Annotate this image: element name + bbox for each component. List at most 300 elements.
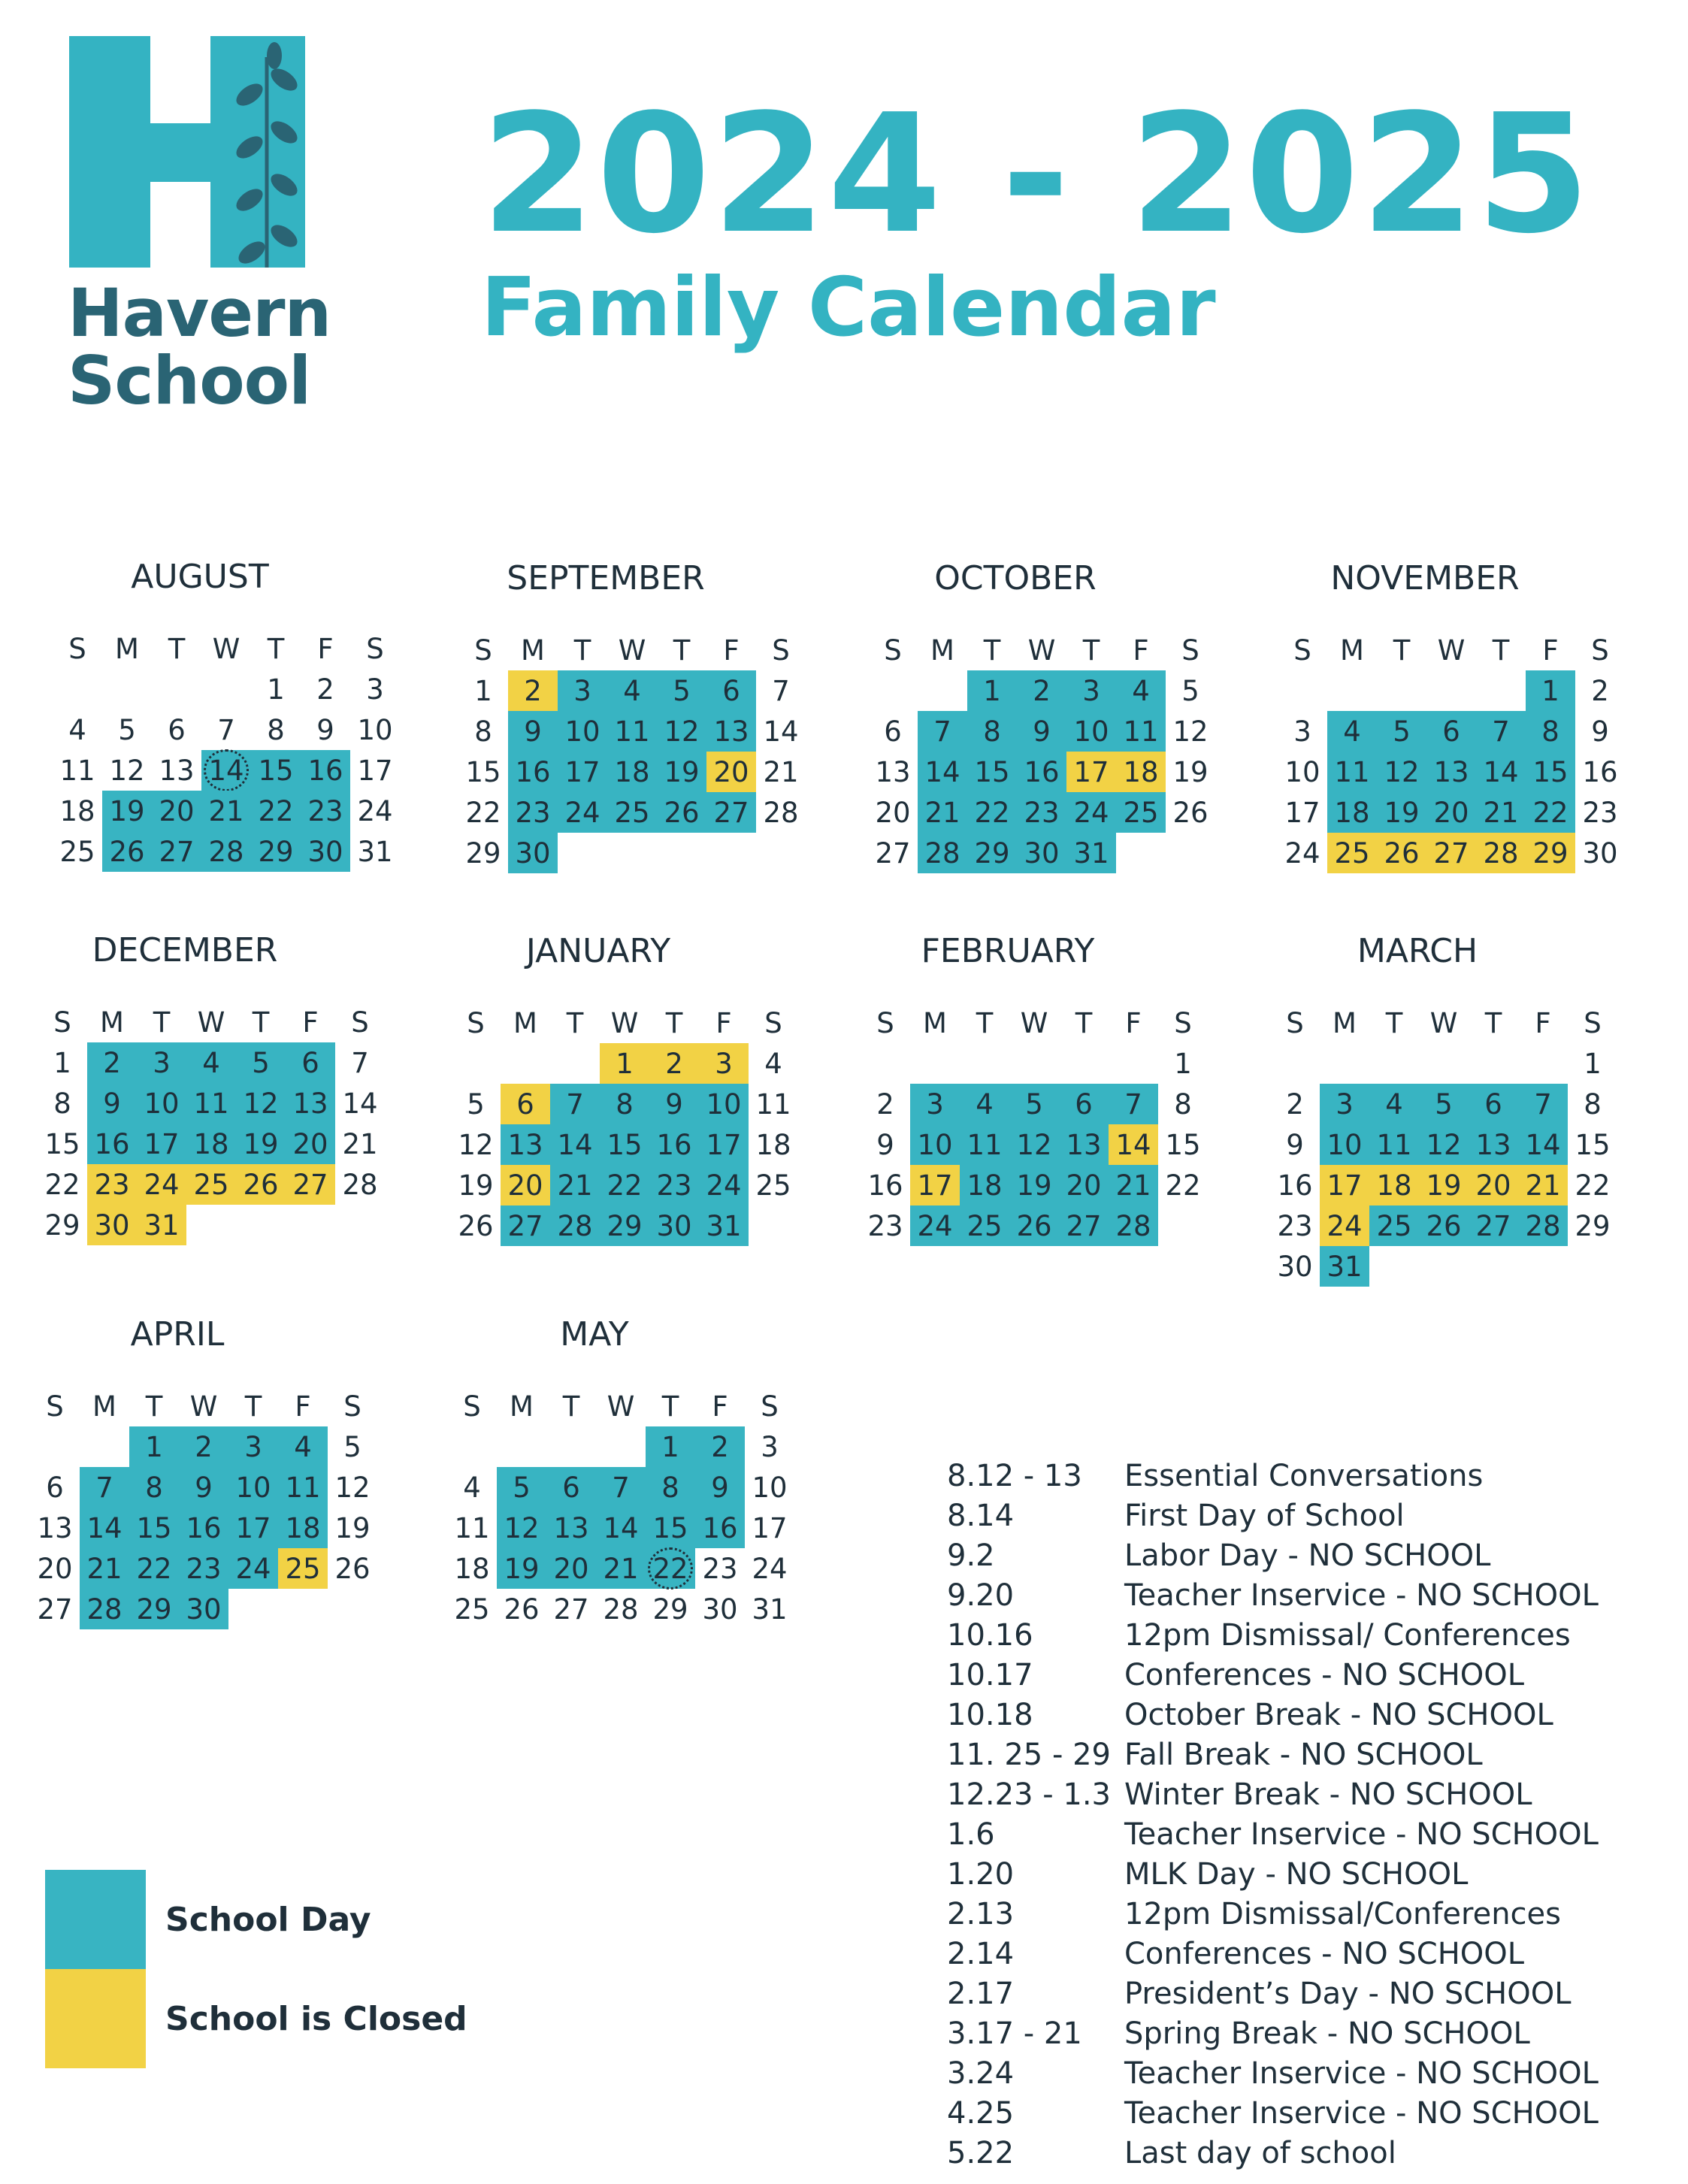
event-description: First Day of School: [1124, 1498, 1405, 1533]
event-date: 2.14: [947, 1936, 1015, 1971]
day-cell: 20: [546, 1548, 596, 1589]
logo-name-line2: School: [68, 342, 311, 419]
day-cell: 21: [763, 755, 799, 788]
weekday-header: T: [145, 1390, 163, 1423]
weekday-header: M: [510, 1390, 534, 1423]
day-cell: 14: [1109, 1124, 1158, 1165]
day-cell: 30: [649, 1205, 699, 1246]
day-cell: 31: [357, 835, 393, 868]
day-cell: 25: [59, 835, 95, 868]
day-cell: 15: [1165, 1128, 1201, 1161]
day-cell: 13: [546, 1508, 596, 1548]
day-cell: 24: [137, 1164, 186, 1205]
weekday-header: M: [92, 1390, 116, 1423]
day-cell: 29: [129, 1589, 179, 1629]
day-cell: 28: [342, 1168, 378, 1201]
day-cell: 8: [474, 715, 492, 748]
day-cell: 6: [1426, 711, 1476, 752]
weekday-header: T: [244, 1390, 262, 1423]
day-cell: 12: [458, 1128, 494, 1161]
day-cell: 18: [1116, 752, 1166, 792]
day-cell: 2: [508, 670, 558, 711]
day-cell: 7: [918, 711, 967, 752]
empty-cell: [596, 1426, 646, 1467]
day-cell: 30: [87, 1205, 137, 1245]
day-cell: 9: [179, 1467, 228, 1508]
day-cell: 7: [1518, 1084, 1568, 1124]
event-description: Fall Break - NO SCHOOL: [1124, 1737, 1483, 1772]
day-cell: 25: [960, 1205, 1009, 1246]
day-cell: 30: [1017, 833, 1066, 873]
day-cell: 16: [867, 1169, 903, 1202]
day-cell: 13: [159, 754, 195, 787]
day-cell: 3: [228, 1426, 278, 1467]
day-cell: 19: [657, 752, 706, 792]
empty-cell: [497, 1426, 546, 1467]
day-cell: 6: [884, 715, 902, 748]
event-description: MLK Day - NO SCHOOL: [1124, 1856, 1469, 1892]
day-cell: 11: [186, 1083, 236, 1124]
event-description: Teacher Inservice - NO SCHOOL: [1124, 1816, 1599, 1852]
event-row: [947, 1974, 1599, 2013]
month-name: JANUARY: [525, 932, 671, 970]
day-cell: 6: [1059, 1084, 1109, 1124]
day-cell: 25: [454, 1593, 490, 1626]
event-row: [947, 1854, 1599, 1894]
day-cell: 28: [550, 1205, 600, 1246]
event-date: 10.17: [947, 1657, 1033, 1692]
day-cell: 16: [695, 1508, 745, 1548]
event-description: October Break - NO SCHOOL: [1124, 1697, 1553, 1732]
day-cell: 5: [343, 1430, 361, 1463]
weekday-header: F: [1125, 1006, 1142, 1039]
event-row: [947, 1575, 1599, 1615]
empty-cell: [1469, 1043, 1518, 1084]
day-cell: 19: [497, 1548, 546, 1589]
day-cell: 1: [1526, 670, 1575, 711]
day-cell: 19: [1377, 792, 1426, 833]
day-cell: 7: [596, 1467, 646, 1508]
day-cell: 31: [1320, 1246, 1369, 1287]
day-cell: 12: [657, 711, 706, 752]
logo-name-line1: Havern: [68, 274, 331, 352]
day-cell: 19: [236, 1124, 286, 1164]
day-cell: 20: [1469, 1165, 1518, 1205]
month-grid: [458, 630, 806, 873]
day-cell: 14: [342, 1087, 378, 1120]
day-cell: 17: [558, 752, 607, 792]
day-cell: 5: [497, 1467, 546, 1508]
day-cell: 24: [910, 1205, 960, 1246]
day-cell: 9: [87, 1083, 137, 1124]
weekday-header: W: [1020, 1006, 1048, 1039]
day-cell: 14: [550, 1124, 600, 1165]
day-cell: 10: [1320, 1124, 1369, 1165]
day-cell: 17: [1320, 1165, 1369, 1205]
day-cell: 27: [286, 1164, 335, 1205]
school-day-swatch: [45, 1870, 146, 1969]
weekday-header: M: [923, 1006, 947, 1039]
day-cell: 25: [1327, 833, 1377, 873]
day-cell: 29: [251, 831, 301, 872]
day-cell: 22: [1165, 1169, 1201, 1202]
school-logo: [68, 35, 331, 419]
day-cell: 15: [646, 1508, 695, 1548]
weekday-header: T: [673, 634, 691, 667]
event-date: 10.18: [947, 1697, 1033, 1732]
day-cell: 22: [1575, 1169, 1611, 1202]
day-cell: 21: [1476, 792, 1526, 833]
day-cell: 21: [596, 1548, 646, 1589]
empty-cell: [1009, 1043, 1059, 1084]
calendar-subtitle: Family Calendar: [481, 261, 1216, 355]
event-date: 12.23 - 1.3: [947, 1777, 1111, 1812]
weekday-header: F: [723, 634, 740, 667]
day-cell: 26: [102, 831, 152, 872]
day-cell: 7: [217, 713, 235, 746]
month-grid: [451, 1003, 798, 1246]
event-row: [947, 2133, 1599, 2173]
day-cell: 14: [1518, 1124, 1568, 1165]
month-november: [1278, 558, 1618, 873]
month-grid: [30, 1386, 377, 1629]
month-february: [861, 930, 1201, 1246]
day-cell: 10: [1066, 711, 1116, 752]
event-row: [947, 1695, 1599, 1735]
month-grid: [861, 1003, 1208, 1246]
day-cell: 5: [1181, 674, 1199, 707]
weekday-header: S: [68, 632, 86, 665]
event-date: 1.20: [947, 1856, 1015, 1892]
day-cell: 16: [1017, 752, 1066, 792]
weekday-header: F: [302, 1006, 319, 1039]
day-cell: 9: [316, 713, 334, 746]
day-cell: 1: [1174, 1047, 1192, 1080]
day-cell: 28: [603, 1593, 639, 1626]
day-cell: 12: [1172, 715, 1209, 748]
event-description: Conferences - NO SCHOOL: [1124, 1657, 1525, 1692]
day-cell: 30: [702, 1593, 738, 1626]
day-cell: 20: [286, 1124, 335, 1164]
day-cell: 27: [1469, 1205, 1518, 1246]
weekday-header: W: [610, 1006, 639, 1039]
day-cell: 15: [1526, 752, 1575, 792]
day-cell: 22: [129, 1548, 179, 1589]
month-name: FEBRUARY: [921, 932, 1095, 970]
day-cell: 6: [501, 1084, 550, 1124]
empty-cell: [550, 1043, 600, 1084]
weekday-header: S: [46, 1390, 64, 1423]
day-cell: 23: [1582, 796, 1618, 829]
day-cell: 7: [80, 1467, 129, 1508]
weekday-header: T: [976, 1006, 994, 1039]
day-cell: 18: [278, 1508, 328, 1548]
day-cell: 23: [867, 1209, 903, 1242]
weekday-header: T: [566, 1006, 584, 1039]
day-cell: 5: [118, 713, 136, 746]
day-cell: 1: [967, 670, 1017, 711]
day-cell: 27: [501, 1205, 550, 1246]
weekday-header: M: [115, 632, 139, 665]
day-cell: 22: [1526, 792, 1575, 833]
day-cell: 8: [967, 711, 1017, 752]
month-grid: [1278, 630, 1625, 873]
day-cell: 17: [910, 1165, 960, 1205]
empty-cell: [102, 669, 152, 709]
day-cell: 29: [652, 1593, 688, 1626]
day-cell: 12: [497, 1508, 546, 1548]
day-cell: 3: [366, 673, 384, 706]
event-description: Teacher Inservice - NO SCHOOL: [1124, 2095, 1599, 2131]
empty-cell: [546, 1426, 596, 1467]
weekday-header: S: [351, 1006, 369, 1039]
month-grid: [868, 630, 1215, 873]
event-date: 2.13: [947, 1896, 1015, 1931]
day-cell: 9: [1286, 1128, 1304, 1161]
weekday-header: W: [212, 632, 240, 665]
event-description: Conferences - NO SCHOOL: [1124, 1936, 1525, 1971]
weekday-header: T: [267, 632, 285, 665]
month-january: [451, 930, 791, 1246]
event-description: 12pm Dismissal/Conferences: [1124, 1896, 1561, 1931]
day-cell: 12: [1009, 1124, 1059, 1165]
day-cell: 21: [342, 1127, 378, 1160]
day-cell: 23: [702, 1552, 738, 1585]
day-cell: 20: [501, 1165, 550, 1205]
day-cell: 5: [657, 670, 706, 711]
empty-cell: [80, 1426, 129, 1467]
day-cell: 2: [87, 1042, 137, 1083]
month-name: MAY: [560, 1315, 629, 1354]
day-cell: 30: [1582, 836, 1618, 870]
day-cell: 20: [875, 796, 911, 829]
weekday-header: T: [1385, 1006, 1403, 1039]
legend-school-day: [45, 1870, 467, 1969]
day-cell: 10: [558, 711, 607, 752]
day-cell: 28: [1109, 1205, 1158, 1246]
empty-cell: [30, 1426, 80, 1467]
day-cell: 7: [1109, 1084, 1158, 1124]
event-row: [947, 1814, 1599, 1854]
empty-cell: [1278, 670, 1327, 711]
weekday-header: T: [1492, 634, 1510, 667]
weekday-header: M: [1333, 1006, 1357, 1039]
day-cell: 10: [357, 713, 393, 746]
day-cell: 9: [1591, 715, 1609, 748]
event-description: 12pm Dismissal/ Conferences: [1124, 1617, 1571, 1653]
day-cell: 12: [1377, 752, 1426, 792]
event-date: 9.20: [947, 1578, 1015, 1613]
day-cell: 21: [1518, 1165, 1568, 1205]
weekday-header: T: [661, 1390, 679, 1423]
day-cell: 8: [600, 1084, 649, 1124]
day-cell: 26: [458, 1209, 494, 1242]
day-cell: 29: [967, 833, 1017, 873]
month-october: [868, 558, 1209, 873]
day-cell: 10: [228, 1467, 278, 1508]
event-description: Spring Break - NO SCHOOL: [1124, 2016, 1530, 2051]
day-cell: 4: [1327, 711, 1377, 752]
weekday-header: S: [761, 1390, 779, 1423]
day-cell: 16: [508, 752, 558, 792]
event-date: 11. 25 - 29: [947, 1737, 1111, 1772]
day-cell: 2: [649, 1043, 699, 1084]
day-cell: 13: [875, 755, 911, 788]
event-date: 8.12 - 13: [947, 1458, 1082, 1493]
day-cell: 14: [596, 1508, 646, 1548]
day-cell: 2: [179, 1426, 228, 1467]
weekday-header: T: [252, 1006, 270, 1039]
weekday-header: S: [467, 1006, 485, 1039]
day-cell: 3: [558, 670, 607, 711]
empty-cell: [447, 1426, 497, 1467]
weekday-header: S: [876, 1006, 894, 1039]
day-cell: 21: [918, 792, 967, 833]
event-row: [947, 1934, 1599, 1974]
day-cell: 23: [179, 1548, 228, 1589]
day-cell: 16: [1277, 1169, 1313, 1202]
day-cell: 14: [918, 752, 967, 792]
empty-cell: [1059, 1043, 1109, 1084]
day-cell: 25: [1369, 1205, 1419, 1246]
day-cell: 11: [607, 711, 657, 752]
day-cell: 31: [137, 1205, 186, 1245]
day-cell: 13: [1426, 752, 1476, 792]
weekday-header: F: [1542, 634, 1559, 667]
day-cell: 29: [44, 1208, 80, 1242]
event-description: Teacher Inservice - NO SCHOOL: [1124, 2055, 1599, 2091]
empty-cell: [1476, 670, 1526, 711]
weekday-header: S: [1591, 634, 1609, 667]
weekday-header: F: [317, 632, 334, 665]
month-december: [38, 930, 378, 1245]
day-cell: 24: [699, 1165, 749, 1205]
weekday-header: S: [1293, 634, 1311, 667]
day-cell: 10: [137, 1083, 186, 1124]
event-row: [947, 1894, 1599, 1934]
weekday-header: W: [1429, 1006, 1458, 1039]
empty-cell: [1109, 1043, 1158, 1084]
weekday-header: S: [1181, 634, 1199, 667]
day-cell: 26: [1009, 1205, 1059, 1246]
day-cell: 30: [508, 833, 558, 873]
day-cell: 18: [755, 1128, 791, 1161]
day-cell: 30: [301, 831, 350, 872]
day-cell: 22: [44, 1168, 80, 1201]
day-cell: 22: [251, 791, 301, 831]
day-cell: 23: [508, 792, 558, 833]
day-cell: 20: [706, 752, 756, 792]
day-cell: 21: [1109, 1165, 1158, 1205]
day-cell: 8: [1174, 1087, 1192, 1121]
event-row: [947, 1456, 1599, 1496]
day-cell: 11: [454, 1511, 490, 1544]
month-may: [447, 1314, 788, 1629]
day-cell: 11: [755, 1087, 791, 1121]
weekday-header: F: [715, 1006, 732, 1039]
day-cell: 3: [1320, 1084, 1369, 1124]
empty-cell: [1426, 670, 1476, 711]
day-cell: 12: [109, 754, 145, 787]
event-row: [947, 1774, 1599, 1814]
empty-cell: [1369, 1043, 1419, 1084]
day-cell: 28: [1476, 833, 1526, 873]
event-date: 2.17: [947, 1976, 1015, 2011]
day-cell: 29: [465, 836, 501, 870]
day-cell: 13: [706, 711, 756, 752]
day-cell: 15: [129, 1508, 179, 1548]
month-name: MARCH: [1357, 932, 1478, 970]
day-cell: 8: [53, 1087, 71, 1120]
event-date: 5.22: [947, 2135, 1015, 2170]
empty-cell: [201, 669, 251, 709]
day-cell: 22: [465, 796, 501, 829]
day-cell: 17: [357, 754, 393, 787]
weekday-header: T: [983, 634, 1001, 667]
day-cell: 18: [454, 1552, 490, 1585]
day-cell: 4: [68, 713, 86, 746]
weekday-header: T: [1393, 634, 1411, 667]
weekday-header: T: [665, 1006, 683, 1039]
day-cell: 24: [1066, 792, 1116, 833]
day-cell: 8: [646, 1467, 695, 1508]
day-cell: 8: [1584, 1087, 1602, 1121]
logo-h-icon: [68, 35, 307, 269]
day-cell: 18: [607, 752, 657, 792]
day-cell: 1: [267, 673, 285, 706]
empty-cell: [152, 669, 201, 709]
legend-closed: [45, 1969, 467, 2068]
day-cell: 14: [1476, 752, 1526, 792]
weekday-header: S: [463, 1390, 481, 1423]
day-cell: 21: [550, 1165, 600, 1205]
day-cell: 25: [186, 1164, 236, 1205]
day-cell: 5: [236, 1042, 286, 1083]
day-cell: 12: [334, 1471, 371, 1504]
day-cell: 21: [201, 791, 251, 831]
day-cell: 29: [600, 1205, 649, 1246]
day-cell: 3: [761, 1430, 779, 1463]
weekday-header: S: [884, 634, 902, 667]
day-cell: 14: [201, 750, 251, 791]
closed-swatch: [45, 1969, 146, 2068]
day-cell: 25: [278, 1548, 328, 1589]
day-cell: 22: [646, 1548, 695, 1589]
day-cell: 29: [1575, 1209, 1611, 1242]
day-cell: 27: [706, 792, 756, 833]
day-cell: 21: [80, 1548, 129, 1589]
day-cell: 6: [286, 1042, 335, 1083]
day-cell: 16: [179, 1508, 228, 1548]
day-cell: 26: [1419, 1205, 1469, 1246]
weekday-header: W: [1027, 634, 1056, 667]
weekday-header: W: [189, 1390, 218, 1423]
day-cell: 26: [1172, 796, 1209, 829]
day-cell: 26: [657, 792, 706, 833]
weekday-header: S: [343, 1390, 361, 1423]
empty-cell: [1377, 670, 1426, 711]
day-cell: 10: [699, 1084, 749, 1124]
day-cell: 19: [102, 791, 152, 831]
event-date: 8.14: [947, 1498, 1015, 1533]
day-cell: 17: [699, 1124, 749, 1165]
event-row: [947, 2013, 1599, 2053]
day-cell: 2: [1286, 1087, 1304, 1121]
event-row: [947, 1735, 1599, 1774]
event-row: [947, 1535, 1599, 1575]
day-cell: 11: [960, 1124, 1009, 1165]
weekday-header: S: [1286, 1006, 1304, 1039]
